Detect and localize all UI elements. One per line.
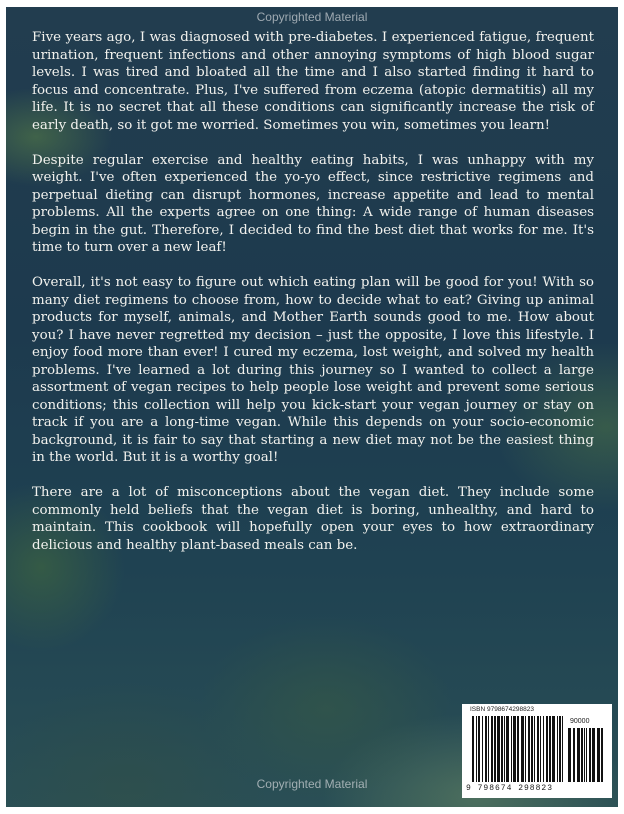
isbn-label: ISBN 9798674298823 <box>470 706 534 713</box>
barcode-bar <box>546 716 548 782</box>
isbn-digits: 9 798674 298823 <box>466 784 554 793</box>
barcode-bar <box>494 716 496 782</box>
barcode-bar <box>537 716 539 782</box>
barcode-bar <box>562 716 563 782</box>
barcode-bar <box>517 716 519 782</box>
barcode-bar <box>501 716 503 782</box>
barcode-bar <box>513 716 516 782</box>
paragraph-3: Overall, it's not easy to figure out which eating plan will be good for you! With so many diet regimens to choose from, how to decide what to eat? Giving up animal products for myself, animals, and Mother Earth sounds good to me. How about you? I have never regretted my decision – just the opposite, I love this lifestyle. I enjoy food more than ever! I cured my eczema, lost weight, and solved my health problems. I've learned a lot during this journey so I wanted to collect a large assortment of vegan recipes to help people lose weight and prevent some serious conditions; this collection will help you kick-start your vegan journey or stay on track if you are a long-time vegan. While this depends on your socio-economic background, it is fair to say that starting a new diet may not be the easiest thing in the world. But it is a worthy goal! <box>32 275 594 465</box>
barcode-bar <box>506 716 509 782</box>
barcode-bar <box>543 716 544 782</box>
barcode-bar <box>584 728 585 782</box>
barcode-bar <box>557 716 558 782</box>
barcode-bar <box>531 716 533 782</box>
barcode-bar <box>589 728 591 782</box>
barcode-bar <box>549 716 551 782</box>
barcode-bar <box>573 728 575 782</box>
paragraph-2: Despite regular exercise and healthy eating habits, I was unhappy with my weight. I've often experienced the yo-yo effect, since restrictive regimens and perpetual dieting can disrupt hormones, increase appetite and lead to mental problems. All the experts agree on one thing: A wide range of human diseases begin in the gut. Therefore, I decided to find the best diet that works for me. It's time to turn over a new leaf! <box>32 152 594 255</box>
paragraph-1: Five years ago, I was diagnosed with pre-diabetes. I experienced fatigue, frequent urination, frequent infections and other annoying symptoms of high blood sugar levels. I was tired and bloated all the time and I also started finding it hard to focus and concentrate. Plus, I've suffered from eczema (atopic dermatitis) all my life. It is no secret that all these conditions can significantly increase the risk of early death, so it got me worried. Sometimes you win, sometimes you learn! <box>32 30 594 133</box>
barcode-bar <box>511 716 512 782</box>
barcode-bar <box>504 716 505 782</box>
paragraph-4: There are a lot of misconceptions about the vegan diet. They include some commonly held beliefs that the vegan diet is boring, unhealthy, and hard to maintain. This cookbook will hopefully open your eyes to how extraordinary delicious and healthy plant-based meals can be. <box>32 485 594 553</box>
price-code: 90000 <box>570 718 590 725</box>
barcode-bar <box>525 716 526 782</box>
barcode-bar <box>581 728 583 782</box>
barcode-bar <box>552 716 555 782</box>
barcode-bar <box>534 716 535 782</box>
barcode-bar <box>592 728 595 782</box>
barcode-bar <box>478 716 480 782</box>
barcode-bar <box>568 728 571 782</box>
barcode-bar <box>488 716 489 782</box>
barcode-bar <box>577 728 580 782</box>
back-cover <box>6 7 618 807</box>
barcode-bar <box>476 716 477 782</box>
barcode-bar <box>491 716 493 782</box>
watermark-top: Copyrighted Material <box>256 10 368 24</box>
barcode-bar <box>528 716 530 782</box>
barcode-bar <box>597 728 600 782</box>
barcode-bar <box>482 716 483 782</box>
barcode-bar <box>540 716 541 782</box>
barcode-bar <box>601 728 603 782</box>
blurb-text <box>32 29 594 572</box>
barcode-bars <box>472 716 564 782</box>
barcode-bar <box>521 716 524 782</box>
barcode-bar <box>485 716 487 782</box>
barcode-bar <box>586 728 587 782</box>
barcode-addon-bars <box>568 728 604 782</box>
barcode-bar <box>559 716 561 782</box>
barcode-bar <box>472 716 474 782</box>
barcode-bar <box>497 716 500 782</box>
watermark-bottom: Copyrighted Material <box>256 777 368 791</box>
